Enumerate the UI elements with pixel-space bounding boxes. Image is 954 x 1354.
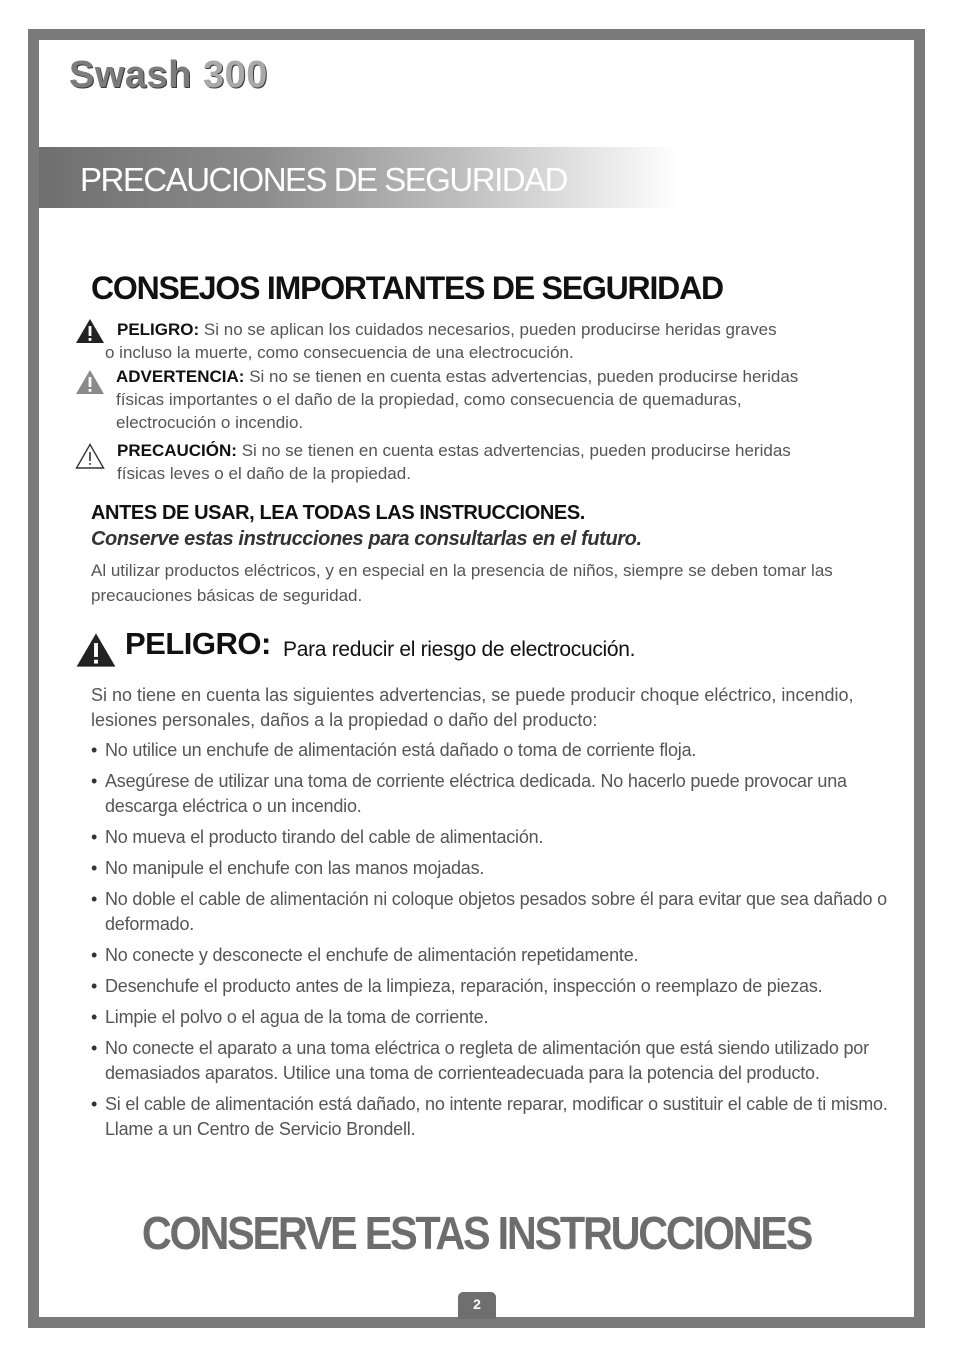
list-item: • No doble el cable de alimentación ni coloque objetos pesados sobre él para evitar que sea dañado o deformado. (91, 887, 891, 937)
intro-paragraph: Al utilizar productos eléctricos, y en especial en la presencia de niños, siempre se deben tomar las precauciones básicas de seguridad. (91, 561, 833, 605)
warning-precaucion (75, 439, 865, 485)
danger-triangle-icon (75, 632, 117, 668)
list-item: • No manipule el enchufe con las manos mojadas. (91, 856, 891, 881)
danger-label: PELIGRO: (125, 626, 271, 661)
list-item: • Si el cable de alimentación está dañado, no intente reparar, modificar o sustituir el cable de ti mismo. Llame a un Centro de Servicio Brondell. (91, 1092, 891, 1142)
list-item: • No mueva el producto tirando del cable de alimentación. (91, 825, 891, 850)
warning-advertencia-text (75, 365, 836, 434)
list-item: • Limpie el polvo o el agua de la toma de corriente. (91, 1005, 891, 1030)
footer-title: CONSERVE ESTAS INSTRUCCIONES (141, 1207, 812, 1259)
warning-text: Si no se tienen en cuenta estas advertencias, pueden producirse heridas físicas importantes o el daño de la propiedad, como consecuencia de quemaduras, electrocución o incendio. (116, 367, 799, 432)
danger-subtitle: Para reducir el riesgo de electrocución. (283, 638, 636, 661)
safety-heading: CONSEJOS IMPORTANTES DE SEGURIDAD (91, 270, 723, 306)
warning-precaucion-text (75, 439, 817, 485)
brand-name: Swash (69, 54, 192, 96)
list-item: • Desenchufe el producto antes de la limpieza, reparación, inspección o reemplazo de piezas. (91, 974, 891, 999)
caution-triangle-icon (75, 443, 105, 469)
warning-label: PRECAUCIÓN: (117, 441, 237, 460)
page-frame (28, 29, 925, 1328)
brand-title (69, 54, 268, 97)
brand-model: 300 (202, 54, 268, 96)
section-title: PRECAUCIONES DE SEGURIDAD (80, 161, 567, 198)
lead-paragraph: Si no tiene en cuenta las siguientes advertencias, se puede producir choque eléctrico, incendio, lesiones personales, daños a la propiedad o daño del producto: (91, 685, 854, 730)
page-number: 2 (458, 1292, 496, 1319)
section-banner (39, 147, 679, 208)
warning-text: Si no se tienen en cuenta estas advertencias, pueden producirse heridas físicas leves o el daño de la propiedad. (117, 441, 791, 483)
warning-danger-text (75, 318, 865, 341)
list-item: • Asegúrese de utilizar una toma de corriente eléctrica dedicada. No hacerlo puede provocar una descarga eléctrica o un incendio. (91, 769, 891, 819)
list-item: • No utilice un enchufe de alimentación está dañado o toma de corriente floja. (91, 738, 891, 763)
safety-bullet-list (91, 738, 891, 1148)
warning-label: ADVERTENCIA: (116, 367, 245, 386)
list-item: • No conecte y desconecte el enchufe de alimentación repetidamente. (91, 943, 891, 968)
keep-instructions-note: Conserve estas instrucciones para consultarlas en el futuro. (91, 528, 642, 550)
warning-danger (75, 318, 865, 364)
read-all-instructions: ANTES DE USAR, LEA TODAS LAS INSTRUCCIONES. (91, 502, 585, 524)
danger-triangle-icon (75, 318, 105, 344)
list-item: • No conecte el aparato a una toma eléctrica o regleta de alimentación que está siendo utilizado por demasiados aparatos. Utilice una toma de corrienteadecuada para la potencia del producto. (91, 1036, 891, 1086)
warning-continuation: o incluso la muerte, como consecuencia de una electrocución. (105, 343, 574, 362)
warning-text: Si no se aplican los cuidados necesarios, pueden producirse heridas graves (203, 320, 777, 339)
warning-label: PELIGRO: (117, 320, 200, 339)
warning-triangle-icon (75, 369, 105, 395)
warning-advertencia (75, 365, 865, 434)
